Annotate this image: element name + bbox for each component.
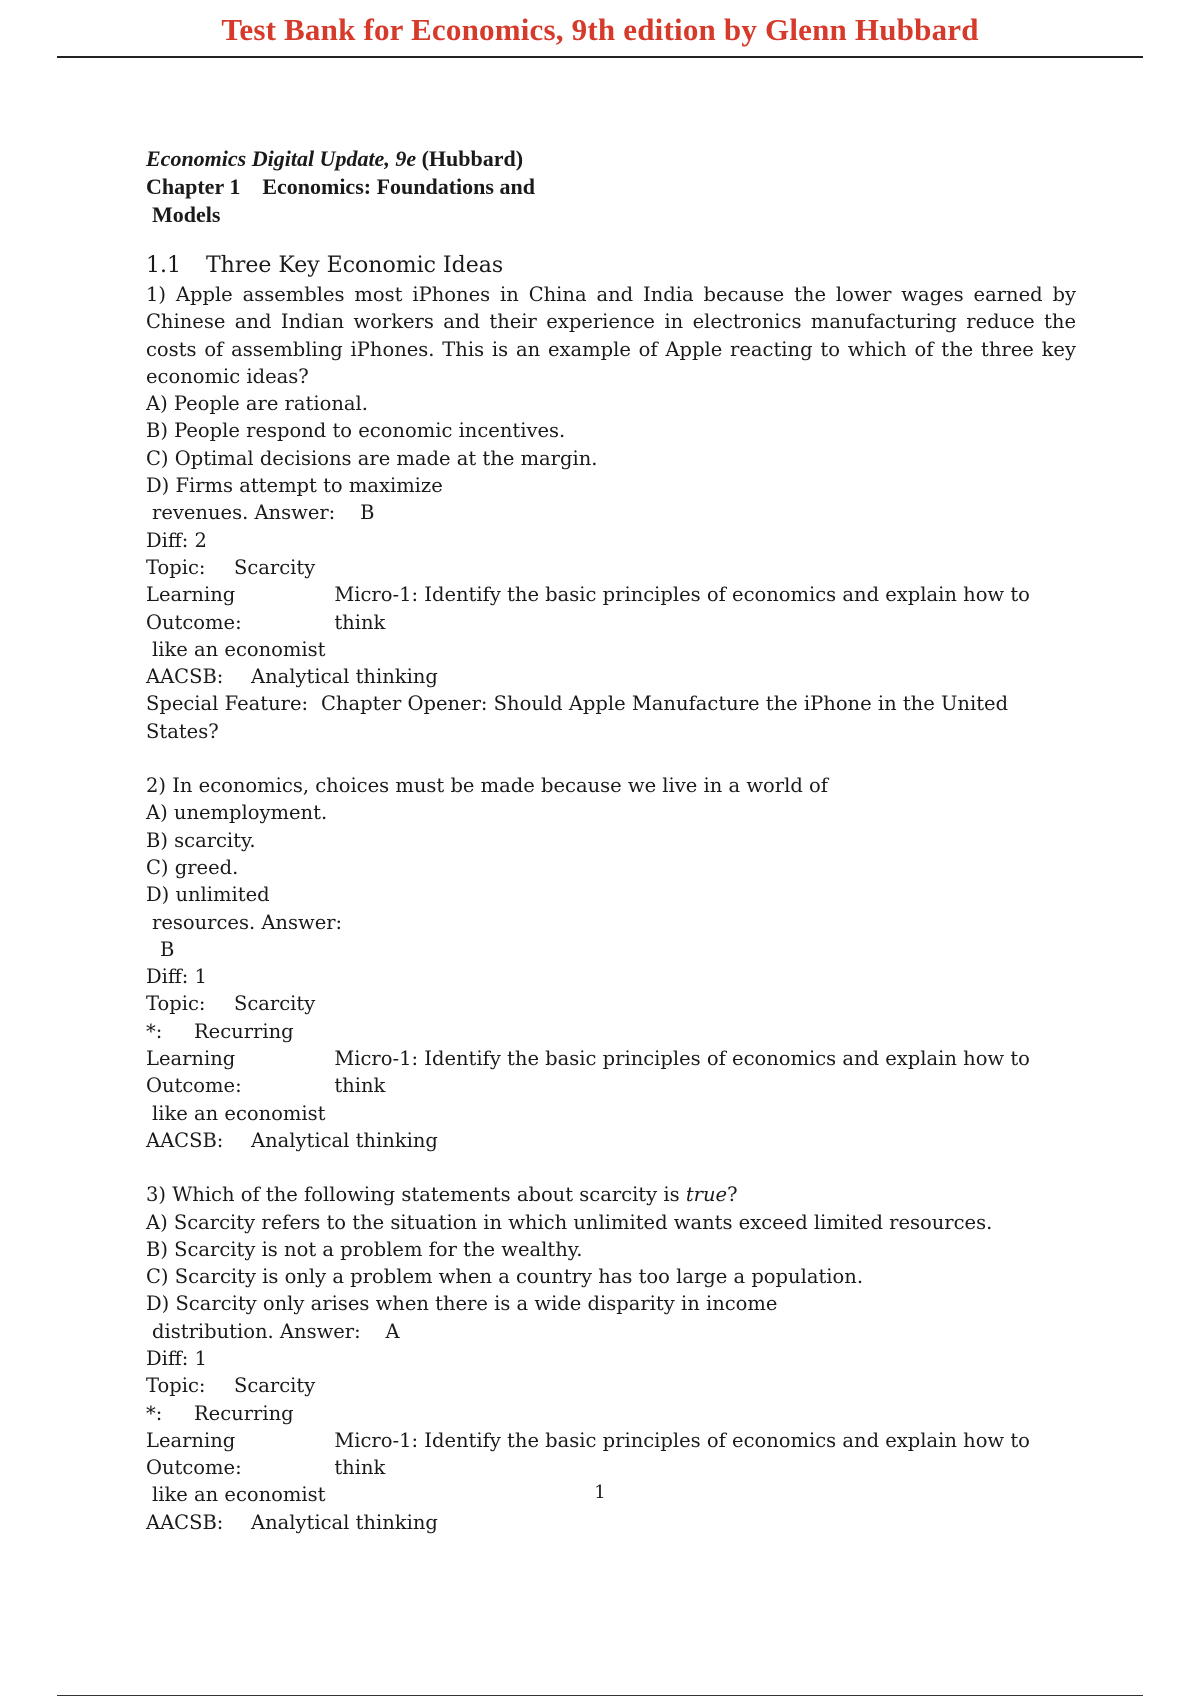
footer-rule: [57, 1695, 1143, 1696]
learning-outcome-text: Micro-1: Identify the basic principles of economics and explain how to think: [334, 1428, 1030, 1480]
answer-value: B: [160, 937, 175, 961]
learning-outcome-row: [146, 1045, 1076, 1100]
book-title-line: [146, 145, 1076, 173]
recurring-value: Recurring: [194, 1401, 294, 1425]
learning-outcome-row: [146, 1427, 1076, 1482]
topic-row: [146, 554, 1076, 581]
topic-value: Scarcity: [234, 555, 316, 579]
option-a: A) People are rational.: [146, 392, 368, 416]
aacsb-value: Analytical thinking: [251, 1128, 438, 1152]
option-a: A) Scarcity refers to the situation in which unlimited wants exceed limited resources.: [146, 1210, 993, 1234]
learning-outcome-label: Learning Outcome:: [146, 1047, 242, 1098]
topic-value: Scarcity: [234, 992, 316, 1016]
answer-label: revenues. Answer:: [152, 501, 336, 525]
question-stem: 2) In economics, choices must be made because we live in a world of: [146, 774, 828, 798]
learning-outcome-label: Learning Outcome:: [146, 583, 242, 634]
option-a: A) unemployment.: [146, 801, 328, 825]
section-title: Three Key Economic Ideas: [206, 253, 504, 278]
topic-row: [146, 1372, 1076, 1399]
difficulty: Diff: 1: [146, 965, 207, 989]
recurring-value: Recurring: [194, 1019, 294, 1043]
learning-outcome-text: Micro-1: Identify the basic principles of economics and explain how to think: [334, 1047, 1030, 1098]
difficulty: Diff: 2: [146, 528, 207, 552]
question-2: [146, 772, 1076, 1154]
difficulty: Diff: 1: [146, 1346, 207, 1370]
question-stem-text: 3) Which of the following statements about scarcity is: [146, 1183, 686, 1207]
section-number: 1.1: [146, 253, 181, 278]
option-b: B) Scarcity is not a problem for the wealthy.: [146, 1237, 583, 1261]
answer-line: [146, 1318, 1076, 1345]
option-c: C) Scarcity is only a problem when a country has too large a population.: [146, 1265, 864, 1289]
spacer: [146, 745, 1076, 772]
book-title: Economics Digital Update, 9e: [146, 146, 417, 171]
answer-label: resources. Answer:: [152, 910, 343, 934]
aacsb-label: AACSB:: [146, 1510, 224, 1534]
learning-outcome-row: [146, 581, 1076, 636]
special-feature-row: [146, 690, 1076, 745]
spacer: [146, 1154, 1076, 1181]
special-feature-value: Chapter Opener: Should Apple Manufacture the iPhone in the United States?: [146, 692, 1009, 743]
answer-value: B: [360, 501, 375, 525]
question-stem: [146, 1181, 1076, 1208]
document-banner-title: Test Bank for Economics, 9th edition by Glenn Hubbard: [221, 12, 979, 47]
recurring-row: [146, 1018, 1076, 1045]
answer-label: distribution. Answer:: [152, 1319, 361, 1343]
option-d: D) Scarcity only arises when there is a wide disparity in income: [146, 1292, 778, 1316]
option-c: C) greed.: [146, 855, 239, 879]
aacsb-label: AACSB:: [146, 1128, 224, 1152]
question-stem-end: ?: [727, 1183, 738, 1207]
aacsb-row: [146, 1127, 1076, 1154]
chapter-line-cont: Models: [152, 202, 221, 227]
aacsb-row: [146, 1509, 1076, 1536]
learning-outcome-text: Micro-1: Identify the basic principles of economics and explain how to think: [334, 583, 1030, 634]
header-rule: [57, 56, 1143, 58]
topic-label: Topic:: [146, 992, 206, 1016]
answer-line: [146, 499, 1076, 526]
aacsb-label: AACSB:: [146, 665, 224, 689]
aacsb-value: Analytical thinking: [251, 665, 438, 689]
learning-outcome-cont: like an economist: [152, 637, 326, 661]
topic-row: [146, 990, 1076, 1017]
option-d: D) Firms attempt to maximize: [146, 474, 443, 498]
option-c: C) Optimal decisions are made at the margin.: [146, 446, 598, 470]
topic-label: Topic:: [146, 1374, 206, 1398]
book-header: [146, 145, 1076, 229]
learning-outcome-cont: like an economist: [152, 1483, 326, 1507]
learning-outcome-label: Learning Outcome:: [146, 1428, 242, 1480]
topic-value: Scarcity: [234, 1374, 316, 1398]
option-b: B) People respond to economic incentives.: [146, 419, 566, 443]
recurring-label: *:: [146, 1401, 163, 1425]
question-stem-emphasis: true: [685, 1183, 728, 1207]
document-body: [146, 145, 1076, 1536]
section-heading: [146, 251, 1076, 281]
question-1: [146, 281, 1076, 745]
option-b: B) scarcity.: [146, 828, 256, 852]
option-d: D) unlimited: [146, 883, 270, 907]
recurring-row: [146, 1400, 1076, 1427]
special-feature-label: Special Feature:: [146, 692, 309, 716]
question-stem: 1) Apple assembles most iPhones in China and India because the lower wages earned by Chinese and Indian workers and their experience in electronics manufacturing reduce the costs of assembling iPhones. This is an example of Apple reacting to which of the three key economic ideas?: [146, 283, 1076, 388]
learning-outcome-cont: like an economist: [152, 1101, 326, 1125]
answer-value: A: [385, 1319, 400, 1343]
topic-label: Topic:: [146, 555, 206, 579]
page-number: 1: [594, 1482, 606, 1503]
aacsb-row: [146, 663, 1076, 690]
recurring-label: *:: [146, 1019, 163, 1043]
aacsb-value: Analytical thinking: [251, 1510, 438, 1534]
book-author: (Hubbard): [421, 146, 524, 171]
chapter-line: Chapter 1 Economics: Foundations and: [146, 174, 535, 199]
